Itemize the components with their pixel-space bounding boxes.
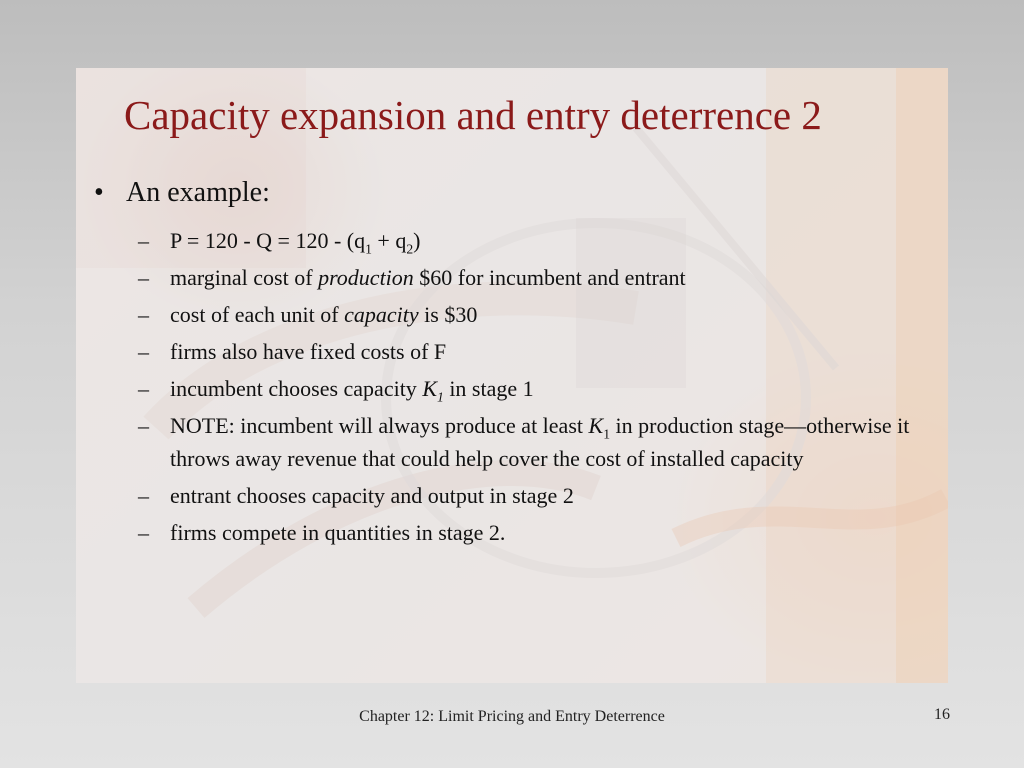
compete-text: firms compete in quantities in stage 2. [170,520,506,545]
note-text-1: NOTE: incumbent will always produce at least [170,413,589,438]
demand-sub-2: 2 [406,241,414,257]
list-item-demand [138,224,940,257]
slide-canvas [76,68,948,683]
list-item-compete [138,516,940,549]
dash-marker: – [138,339,149,364]
dash-marker: – [138,228,149,253]
dash-marker: – [138,413,149,438]
marginal-cost-emphasis: production [318,265,414,290]
demand-text-1: P = 120 - Q = 120 - (q [170,228,366,253]
demand-text-3: ) [413,228,421,253]
marginal-cost-text-1: marginal cost of [170,265,319,290]
bullet-marker: • [94,177,104,208]
list-item-fixed-costs [138,335,940,368]
dash-marker: – [138,376,149,401]
dash-marker: – [138,520,149,545]
note-var: K [588,413,604,438]
list-item-incumbent-capacity [138,372,940,405]
dash-marker: – [138,265,149,290]
sub-bullet-list [138,224,938,553]
capacity-cost-text-1: cost of each unit of [170,302,345,327]
incumbent-capacity-var: K [422,376,437,401]
incumbent-capacity-sub [437,389,444,404]
list-item-marginal-cost [138,261,940,294]
demand-sub-1: 1 [365,241,372,257]
note-sub: 1 [603,426,610,442]
list-item-capacity-cost [138,298,940,331]
list-item-entrant [138,479,940,512]
capacity-cost-emphasis: capacity [344,302,419,327]
bullet-label: An example: [126,177,270,208]
page-number: 16 [934,706,950,723]
incumbent-capacity-text-2: in stage 1 [443,376,534,401]
demand-text-2: + q [371,228,407,253]
footer-chapter: Chapter 12: Limit Pricing and Entry Deterrence [359,708,665,725]
entrant-text: entrant chooses capacity and output in stage 2 [170,483,574,508]
dash-marker: – [138,302,149,327]
slide-title: Capacity expansion and entry deterrence 2 [124,92,822,138]
list-item-note [138,409,940,475]
incumbent-capacity-sub-italic: 1 [437,389,444,405]
dash-marker: – [138,483,149,508]
marginal-cost-text-2: $60 for incumbent and entrant [413,265,686,290]
fixed-costs-text: firms also have fixed costs of F [170,339,447,364]
incumbent-capacity-text-1: incumbent chooses capacity [170,376,423,401]
note-text-2: in production stage—otherwise it throws away revenue that could help cover the cost of installed capacity [170,413,910,471]
capacity-cost-text-2: is $30 [418,302,478,327]
